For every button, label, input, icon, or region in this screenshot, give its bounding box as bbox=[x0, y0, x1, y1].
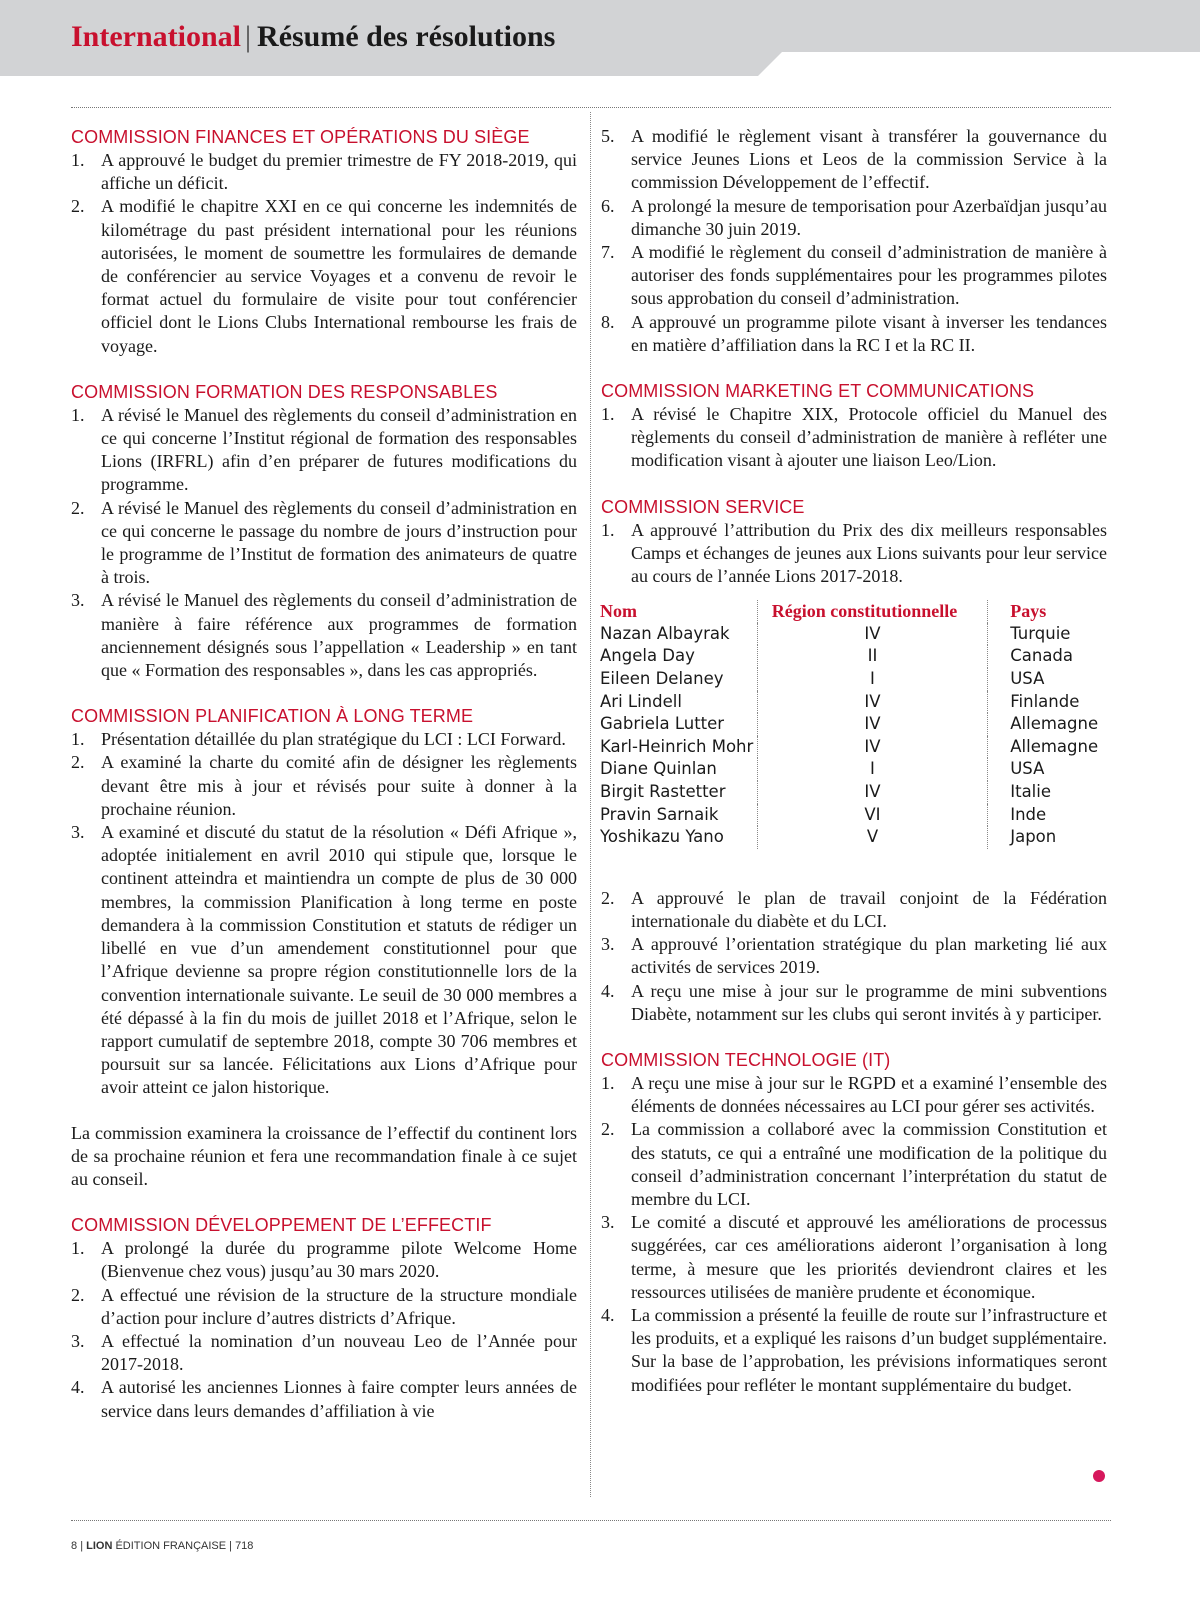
heading-service: COMMISSION SERVICE bbox=[601, 496, 805, 517]
title-separator: | bbox=[245, 20, 252, 53]
technologie-list bbox=[601, 1072, 1107, 1397]
section-label: International bbox=[71, 20, 242, 53]
heading-effectif: COMMISSION DÉVELOPPEMENT DE L’EFFECTIF bbox=[71, 1215, 492, 1236]
table-header-row bbox=[600, 600, 1107, 623]
col-header-region: Région constitutionnelle bbox=[757, 600, 988, 623]
service-list-continued bbox=[601, 887, 1107, 1026]
marketing-list bbox=[601, 403, 1107, 473]
list-item: 1. A révisé le Manuel des règlements du conseil d’administration en ce qui concerne l’Institut régional de formation des responsables Lions (IRFRL) afin d’en préparer de futures modifications du programme. bbox=[71, 404, 577, 495]
list-item: 2. A effectué une révision de la structure de la structure mondiale d’action pour inclure d’autres districts d’Afrique. bbox=[71, 1284, 577, 1328]
table-row: Ari Lindell IV Finlande bbox=[600, 691, 1107, 714]
heading-finances: COMMISSION FINANCES ET OPÉRATIONS DU SIÈGE bbox=[71, 127, 530, 147]
header-cutout bbox=[782, 52, 1200, 76]
list-item: 2. A modifié le chapitre XXI en ce qui concerne les indemnités de kilométrage du past président international pour les réunions autorisées, le moment de soumettre les formulaires de demande de conférencier au service Voyages et a convenu de revoir le format actuel du formulaire de visite pour tout conférencier officiel dont le Lions Clubs International rembourse les frais de voyage. bbox=[71, 196, 577, 356]
magazine-brand: LION bbox=[86, 1540, 113, 1552]
list-item: 2. A examiné la charte du comité afin de désigner les règlements devant être mis à jour et révisés pour suite à donner à la prochaine réunion. bbox=[71, 752, 577, 819]
table-row: Yoshikazu Yano V Japon bbox=[600, 826, 1107, 849]
service-list bbox=[601, 519, 1107, 589]
list-item: 4. A reçu une mise à jour sur le programme de mini subventions Diabète, notamment sur les clubs qui seront invités à y participer. bbox=[601, 980, 1107, 1024]
heading-planification: COMMISSION PLANIFICATION À LONG TERME bbox=[71, 706, 474, 727]
table-row: Diane Quinlan I USA bbox=[600, 758, 1107, 781]
list-item: 2. A approuvé le plan de travail conjoint de la Fédération internationale du diabète et du LCI. bbox=[601, 887, 1107, 931]
heading-technologie: COMMISSION TECHNOLOGIE (IT) bbox=[601, 1050, 891, 1070]
effectif-list bbox=[71, 1237, 577, 1423]
award-table bbox=[600, 600, 1107, 849]
list-item: 5. A modifié le règlement visant à transférer la gouvernance du service Jeunes Lions et Leos de la commission Service à la commission Développement de l’effectif. bbox=[601, 126, 1107, 193]
page-title bbox=[71, 17, 555, 57]
title-text: Résumé des résolutions bbox=[257, 20, 556, 53]
table-row: Karl-Heinrich Mohr IV Allemagne bbox=[600, 736, 1107, 759]
list-item: 3. A examiné et discuté du statut de la résolution « Défi Afrique », adoptée initialement en avril 2010 qui stipule que, lorsque le continent atteindra et maintiendra un compte de plus de 30 000 membres, la commission Planification à long terme en poste demandera à la commission Constitution et statuts de rédiger un libellé en vue d’un amendement constitutionnel pour que l’Afrique devienne sa propre région constitutionnelle lors de la convention internationale suivante. Le seuil de 30 000 membres a été dépassé à la fin du mois de juillet 2018 et l’Afrique, selon le rapport cumulatif de septembre 2018, compte 30 706 membres et poursuit sur sa lancée. Félicitations aux Lions d’Afrique pour avoir atteint ce jalon historique. bbox=[71, 822, 577, 1098]
list-item: 3. A effectué la nomination d’un nouveau Leo de l’Année pour 2017-2018. bbox=[71, 1330, 577, 1375]
list-item: 4. La commission a présenté la feuille de route sur l’infrastructure et les produits, et a expliqué les raisons d’un budget supplémentaire. Sur la base de l’approbation, les prévisions informatiques seront modifiées pour refléter le montant supplémentaire du budget. bbox=[601, 1305, 1107, 1395]
list-item: 2. A révisé le Manuel des règlements du conseil d’administration en ce qui concerne le passage du nombre de jours d’instruction pour le programme de l’Institut de formation des animateurs de quatre à trois. bbox=[71, 497, 577, 588]
top-divider bbox=[71, 107, 1111, 108]
list-item: 8. A approuvé un programme pilote visant à inverser les tendances en matière d’affiliation dans la RC I et la RC II. bbox=[601, 311, 1107, 355]
issue-number: 718 bbox=[235, 1540, 254, 1552]
table-row: Angela Day II Canada bbox=[600, 645, 1107, 668]
list-item: 1. Présentation détaillée du plan stratégique du LCI : LCI Forward. bbox=[71, 729, 566, 750]
left-column bbox=[71, 125, 577, 1423]
list-item: 1. A prolongé la durée du programme pilote Welcome Home (Bienvenue chez vous) jusqu’au 30 mars 2020. bbox=[71, 1238, 577, 1282]
page-number: 8 bbox=[71, 1540, 78, 1552]
table-row: Pravin Sarnaik VI Inde bbox=[600, 804, 1107, 827]
col-header-name: Nom bbox=[600, 601, 637, 622]
page-footer: 8 | LION ÉDITION FRANÇAISE | 718 bbox=[71, 1540, 254, 1552]
right-column bbox=[601, 125, 1107, 1397]
table-row: Birgit Rastetter IV Italie bbox=[600, 781, 1107, 804]
edition-label: ÉDITION FRANÇAISE bbox=[115, 1540, 227, 1552]
table-row: Nazan Albayrak IV Turquie bbox=[600, 623, 1107, 646]
finances-list bbox=[71, 149, 577, 358]
col-header-country: Pays bbox=[1010, 601, 1047, 622]
table-row: Gabriela Lutter IV Allemagne bbox=[600, 713, 1107, 736]
header-notch bbox=[758, 52, 782, 76]
heading-marketing: COMMISSION MARKETING ET COMMUNICATIONS bbox=[601, 381, 1035, 402]
formation-list bbox=[71, 404, 577, 682]
list-item: 1. A approuvé l’attribution du Prix des dix meilleurs responsables Camps et échanges de jeunes aux Lions suivants pour leur service au cours de l’année Lions 2017-2018. bbox=[601, 519, 1107, 587]
planification-list bbox=[71, 728, 577, 1099]
list-item: 3. Le comité a discuté et approuvé les améliorations de processus suggérées, car ces améliorations aideront l’organisation à long terme, à mesure que les priorités deviendront claires et les ressources utilisées de manière prudente et économique. bbox=[601, 1212, 1107, 1302]
table-row: Eileen Delaney I USA bbox=[600, 668, 1107, 691]
list-item: 6. A prolongé la mesure de temporisation pour Azerbaïdjan jusqu’au dimanche 30 juin 2019. bbox=[601, 195, 1107, 239]
list-item: 4. A autorisé les anciennes Lionnes à faire compter leurs années de service dans leurs demandes d’affiliation à vie bbox=[71, 1377, 577, 1421]
end-of-article-dot-icon bbox=[1093, 1470, 1105, 1482]
list-item: 1. A révisé le Chapitre XIX, Protocole officiel du Manuel des règlements du conseil d’administration de manière à refléter une modification visant à ajouter une liaison Leo/Lion. bbox=[601, 404, 1107, 471]
list-item: 3. A approuvé l’orientation stratégique du plan marketing lié aux activités de services 2019. bbox=[601, 934, 1107, 978]
list-item: 2. La commission a collaboré avec la commission Constitution et des statuts, ce qui a entraîné une modification de la politique du conseil d’administration concernant l’interprétation du statut de membre du LCI. bbox=[601, 1119, 1107, 1210]
column-divider bbox=[590, 112, 591, 1497]
effectif-continued-list bbox=[601, 125, 1107, 357]
list-item: 1. A reçu une mise à jour sur le RGPD et a examiné l’ensemble des éléments de données nécessaires au LCI pour gérer ses activités. bbox=[601, 1073, 1107, 1117]
heading-formation: COMMISSION FORMATION DES RESPONSABLES bbox=[71, 381, 498, 402]
list-item: 3. A révisé le Manuel des règlements du conseil d’administration de manière à faire référence aux programmes de formation anciennement désignés sous l’appellation « Leadership » en tant que « Formation des responsables », dans les cas appropriés. bbox=[71, 590, 577, 681]
list-item: 7. A modifié le règlement du conseil d’administration de manière à autoriser des fonds supplémentaires pour les programmes pilotes sous approbation du conseil d’administration. bbox=[601, 242, 1107, 309]
planification-note: La commission examinera la croissance de l’effectif du continent lors de sa prochaine réunion et fera une recommandation finale à ce sujet au conseil. bbox=[71, 1122, 577, 1189]
list-item: 1. A approuvé le budget du premier trimestre de FY 2018-2019, qui affiche un déficit. bbox=[71, 150, 577, 194]
bottom-divider bbox=[71, 1520, 1111, 1521]
